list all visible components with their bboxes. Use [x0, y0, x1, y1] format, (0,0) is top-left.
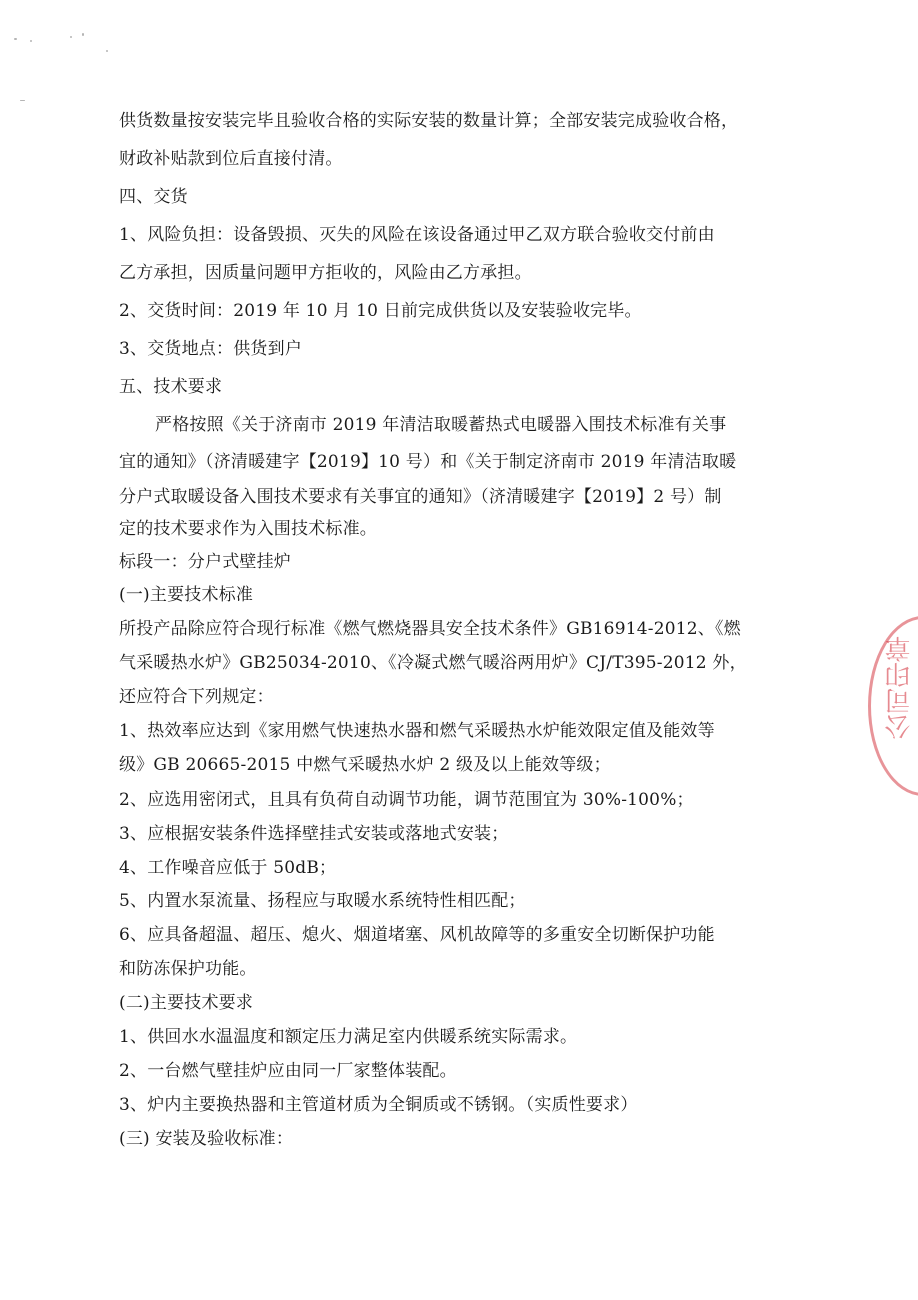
- text-line: 1、热效率应达到《家用燃气快速热水器和燃气采暖热水炉能效限定值及能效等: [119, 721, 715, 741]
- text-line: 气采暖热水炉》GB25034-2010、《冷凝式燃气暖浴两用炉》CJ/T395-2012 外，: [119, 653, 747, 673]
- text-line: 2、一台燃气壁挂炉应由同一厂家整体装配。: [119, 1061, 457, 1081]
- subsection-heading: (一)主要技术标准: [119, 585, 254, 605]
- text-line: 3、炉内主要换热器和主管道材质为全铜质或不锈钢。（实质性要求）: [119, 1095, 638, 1115]
- subsection-heading: (三) 安装及验收标准：: [119, 1129, 294, 1149]
- text-line: 严格按照《关于济南市 2019 年清洁取暖蓄热式电暖器入围技术标准有关事: [155, 415, 727, 435]
- text-line: 5、内置水泵流量、扬程应与取暖水系统特性相匹配；: [119, 891, 526, 911]
- text-line: 3、应根据安装条件选择壁挂式安装或落地式安装；: [119, 824, 509, 844]
- text-line: 2、应选用密闭式，且具有负荷自动调节功能，调节范围宜为 30%-100%；: [119, 790, 694, 810]
- text-line: 宜的通知》（济清暖建字【2019】10 号）和《关于制定济南市 2019 年清洁取暖: [119, 452, 737, 472]
- text-line: 2、交货时间：2019 年 10 月 10 日前完成供货以及安装验收完毕。: [119, 301, 642, 321]
- text-line: 分户式取暖设备入围技术要求有关事宜的通知》（济清暖建字【2019】2 号）制: [119, 487, 722, 507]
- text-line: 1、供回水水温温度和额定压力满足室内供暖系统实际需求。: [119, 1027, 578, 1047]
- section-heading-delivery: 四、交货: [119, 187, 188, 207]
- text-line: 6、应具备超温、超压、熄火、烟道堵塞、风机故障等的多重安全切断保护功能: [119, 925, 715, 945]
- scan-speck: [14, 38, 17, 40]
- section-heading-technical: 五、技术要求: [119, 377, 223, 397]
- text-line: 3、交货地点：供货到户: [119, 339, 303, 359]
- scan-speck: [70, 36, 72, 38]
- text-line: 财政补贴款到位后直接付清。: [119, 149, 343, 169]
- scan-speck: [20, 100, 25, 101]
- scan-speck: [30, 40, 32, 42]
- text-line: 定的技术要求作为入围技术标准。: [119, 519, 377, 539]
- text-line: 供货数量按安装完毕且验收合格的实际安装的数量计算；全部安装完成验收合格，: [119, 111, 739, 131]
- scan-speck: [82, 33, 84, 36]
- text-line: 标段一：分户式壁挂炉: [119, 552, 291, 572]
- text-line: 还应符合下列规定：: [119, 687, 274, 707]
- scan-speck: [106, 50, 108, 52]
- text-line: 级》GB 20665-2015 中燃气采暖热水炉 2 级及以上能效等级；: [119, 755, 611, 775]
- text-line: 1、风险负担：设备毁损、灭失的风险在该设备通过甲乙双方联合验收交付前由: [119, 225, 715, 245]
- text-line: 所投产品除应符合现行标准《燃气燃烧器具安全技术条件》GB16914-2012、《燃: [119, 619, 741, 639]
- text-line: 乙方承担，因质量问题甲方拒收的，风险由乙方承担。: [119, 263, 532, 283]
- text-line: 和防冻保护功能。: [119, 959, 257, 979]
- text-line: 4、工作噪音应低于 50dB；: [119, 858, 337, 878]
- red-seal-text: 公司印章: [885, 636, 915, 740]
- subsection-heading: (二)主要技术要求: [119, 993, 254, 1013]
